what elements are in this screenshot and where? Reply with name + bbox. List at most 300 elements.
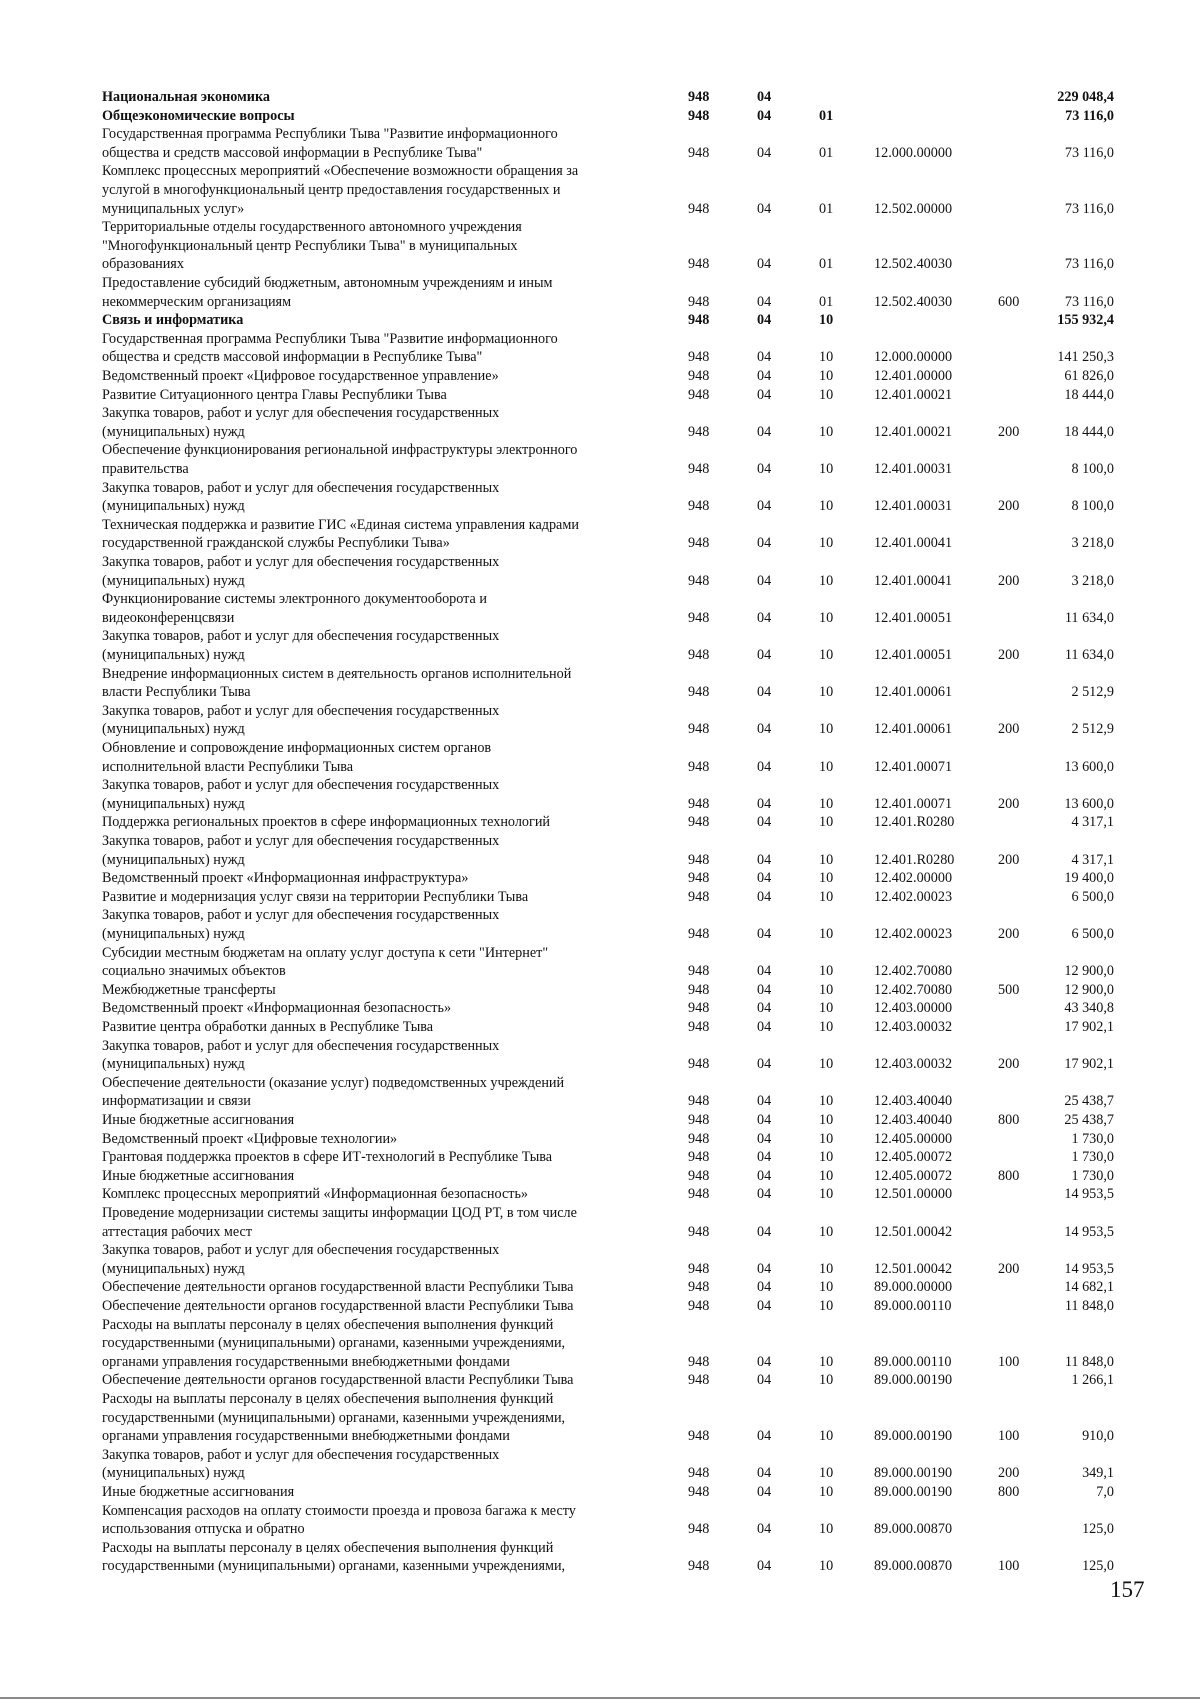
row-amount: 13 600,0 [1064,795,1114,812]
row-amount: 73 116,0 [1065,107,1114,124]
table-row [0,1204,1200,1241]
row-section-code: 04 [757,1260,772,1277]
row-amount: 349,1 [1082,1465,1114,1482]
row-name: Компенсация расходов на оплату стоимости проезда и провоза багажа к месту использования отпуска и обратно [102,1502,576,1538]
row-gr-code: 948 [688,572,710,589]
row-expense-type: 200 [998,1465,1020,1482]
row-target-article: 12.403.00000 [874,1000,953,1017]
row-section-code: 04 [757,1130,772,1147]
table-row [0,627,1200,664]
table-row [0,441,1200,478]
table-row [0,162,1200,218]
table-row [0,107,1200,126]
row-subsection-code: 01 [819,144,834,161]
row-target-article: 12.401.R0280 [874,814,955,831]
row-amount: 1 730,0 [1071,1167,1114,1184]
row-section-code: 04 [757,460,772,477]
row-gr-code: 948 [688,1372,710,1389]
row-gr-code: 948 [688,535,710,552]
row-amount: 8 100,0 [1071,498,1114,515]
row-target-article: 12.405.00072 [874,1149,953,1166]
row-subsection-code: 10 [819,1223,834,1240]
table-row [0,553,1200,590]
row-target-article: 12.000.00000 [874,144,953,161]
row-name: Межбюджетные трансферты [102,981,276,998]
row-name: Связь и информатика [102,312,244,329]
row-target-article: 89.000.00870 [874,1521,953,1538]
row-section-code: 04 [757,1000,772,1017]
row-gr-code: 948 [688,851,710,868]
row-gr-code: 948 [688,888,710,905]
row-target-article: 12.401.00031 [874,498,953,515]
table-row [0,1130,1200,1149]
row-target-article: 12.405.00072 [874,1167,953,1184]
row-target-article: 12.405.00000 [874,1130,953,1147]
row-name: Закупка товаров, работ и услуг для обеспечения государственных (муниципальных) нужд [102,1037,500,1073]
row-amount: 1 730,0 [1071,1130,1114,1147]
row-subsection-code: 10 [819,814,834,831]
row-name: Обеспечение деятельности (оказание услуг) подведомственных учреждений информатизации и связи [102,1074,565,1110]
page-number: 157 [1110,1577,1145,1602]
row-target-article: 12.401.00051 [874,646,953,663]
row-name: Закупка товаров, работ и услуг для обеспечения государственных (муниципальных) нужд [102,833,500,868]
row-target-article: 12.402.70080 [874,981,953,998]
table-row [0,1371,1200,1390]
row-amount: 229 048,4 [1057,89,1114,105]
row-amount: 17 902,1 [1064,1056,1114,1073]
row-gr-code: 948 [688,646,710,663]
row-amount: 13 600,0 [1064,758,1114,775]
row-target-article: 89.000.00000 [874,1279,953,1296]
table-row [0,330,1200,367]
table-row [0,1446,1200,1483]
table-row [0,367,1200,386]
table-row [0,739,1200,776]
row-name: Иные бюджетные ассигнования [102,1112,295,1128]
row-section-code: 04 [757,386,772,403]
row-gr-code: 948 [688,1167,710,1184]
row-section-code: 04 [757,609,772,626]
table-row [0,1185,1200,1204]
row-section-code: 04 [757,1353,772,1370]
table-row [0,999,1200,1018]
row-subsection-code: 10 [819,535,834,552]
row-name: Проведение модернизации системы защиты информации ЦОД РТ, в том числе аттестация рабочих мест [102,1205,577,1240]
row-subsection-code: 10 [819,795,834,812]
row-subsection-code: 10 [819,981,834,998]
row-target-article: 12.402.00023 [874,925,953,942]
row-target-article: 12.402.00023 [874,888,953,905]
row-gr-code: 948 [688,1428,710,1445]
row-name: Комплекс процессных мероприятий «Обеспечение возможности обращения за услугой в многофункциональный центр предоставления государственных и муниципальных услуг» [102,163,579,217]
row-section-code: 04 [757,981,772,998]
row-section-code: 04 [757,1186,772,1203]
row-section-code: 04 [757,814,772,831]
row-subsection-code: 10 [819,1298,834,1314]
table-row [0,1390,1200,1446]
row-subsection-code: 10 [819,925,834,942]
row-expense-type: 200 [998,925,1020,942]
row-target-article: 12.401.00000 [874,368,953,384]
row-name: Развитие центра обработки данных в Республике Тыва [102,1019,434,1035]
row-gr-code: 948 [688,795,710,812]
row-name: Расходы на выплаты персоналу в целях обеспечения выполнения функций государственными (муниципальными) органами, казенными учреждениями, органами управления государственными внебюджетными фондами [102,1391,566,1445]
table-row [0,888,1200,907]
row-gr-code: 948 [688,963,710,980]
row-gr-code: 948 [688,1186,710,1203]
row-gr-code: 948 [688,312,710,329]
table-row [0,274,1200,311]
row-expense-type: 200 [998,423,1020,440]
row-name: Предоставление субсидий бюджетным, автономным учреждениям и иным некоммерческим организациям [102,275,553,310]
table-row [0,311,1200,330]
table-row [0,1111,1200,1130]
row-subsection-code: 10 [819,349,834,366]
row-gr-code: 948 [688,1112,710,1128]
table-row [0,869,1200,888]
row-subsection-code: 10 [819,1056,834,1073]
row-amount: 61 826,0 [1064,368,1114,384]
row-amount: 3 218,0 [1071,535,1114,552]
row-subsection-code: 01 [819,107,834,124]
row-target-article: 12.501.00000 [874,1186,953,1203]
row-amount: 73 116,0 [1064,144,1114,161]
row-target-article: 12.403.40040 [874,1093,953,1110]
row-name: Территориальные отделы государственного автономного учреждения "Многофункциональный центр Республики Тыва" в муниципальных образованиях [102,219,522,273]
row-name: Внедрение информационных систем в деятельность органов исполнительной власти Республики Тыва [102,665,572,701]
row-subsection-code: 10 [819,1521,834,1538]
row-subsection-code: 10 [819,423,834,440]
row-subsection-code: 10 [819,963,834,980]
table-row [0,1539,1200,1576]
row-gr-code: 948 [688,1484,710,1500]
row-section-code: 04 [757,795,772,812]
row-target-article: 12.401.00041 [874,572,953,589]
row-amount: 141 250,3 [1057,349,1114,366]
row-subsection-code: 10 [819,572,834,589]
row-subsection-code: 10 [819,386,834,403]
row-expense-type: 200 [998,795,1020,812]
row-gr-code: 948 [688,349,710,366]
row-amount: 12 900,0 [1064,981,1114,998]
row-subsection-code: 10 [819,1019,834,1035]
row-amount: 18 444,0 [1064,386,1114,403]
row-amount: 25 438,7 [1064,1112,1114,1128]
row-amount: 1 730,0 [1071,1149,1114,1166]
row-name: Национальная экономика [102,89,271,105]
row-target-article: 89.000.00110 [874,1353,952,1370]
row-section-code: 04 [757,1279,772,1296]
row-subsection-code: 10 [819,851,834,868]
row-name: Развитие и модернизация услуг связи на территории Республики Тыва [102,888,529,905]
row-section-code: 04 [757,1298,772,1314]
row-target-article: 12.401.00041 [874,535,953,552]
table-row [0,516,1200,553]
table-row [0,906,1200,943]
row-name: Государственная программа Республики Тыва "Развитие информационного общества и средств массовой информации в Республике Тыва" [102,126,558,161]
row-section-code: 04 [757,1149,772,1166]
row-amount: 14 682,1 [1064,1279,1114,1296]
row-subsection-code: 10 [819,1130,834,1147]
row-gr-code: 948 [688,1558,710,1575]
row-target-article: 12.403.00032 [874,1019,953,1035]
row-expense-type: 200 [998,721,1020,738]
row-expense-type: 100 [998,1353,1020,1370]
row-section-code: 04 [757,646,772,663]
row-name: Ведомственный проект «Информационная инфраструктура» [102,870,469,887]
row-gr-code: 948 [688,498,710,515]
row-gr-code: 948 [688,814,710,831]
table-row [0,88,1200,107]
row-target-article: 89.000.00870 [874,1558,953,1575]
row-target-article: 12.401.00061 [874,721,953,738]
row-target-article: 12.401.00031 [874,460,953,477]
row-amount: 4 317,1 [1071,851,1114,868]
row-section-code: 04 [757,1112,772,1128]
row-section-code: 04 [757,1484,772,1500]
row-target-article: 12.402.00000 [874,870,953,887]
row-subsection-code: 10 [819,646,834,663]
table-row [0,1148,1200,1167]
table-row [0,1018,1200,1037]
table-row [0,386,1200,405]
table-row [0,1502,1200,1539]
row-name: Ведомственный проект «Цифровые технологии» [102,1130,398,1147]
row-gr-code: 948 [688,1000,710,1017]
row-section-code: 04 [757,107,772,124]
row-gr-code: 948 [688,460,710,477]
row-target-article: 12.501.00042 [874,1260,953,1277]
table-row [0,981,1200,1000]
row-section-code: 04 [757,758,772,775]
row-name: Закупка товаров, работ и услуг для обеспечения государственных (муниципальных) нужд [102,479,500,515]
row-section-code: 04 [757,368,772,384]
row-target-article: 89.000.00190 [874,1465,953,1482]
row-section-code: 04 [757,498,772,515]
row-name: Государственная программа Республики Тыва "Развитие информационного общества и средств массовой информации в Республике Тыва" [102,330,558,366]
row-target-article: 12.403.00032 [874,1056,953,1073]
row-amount: 11 634,0 [1064,609,1114,626]
row-subsection-code: 10 [819,1558,834,1575]
table-row [0,1297,1200,1316]
row-amount: 19 400,0 [1064,870,1114,887]
row-name: Обновление и сопровождение информационных систем органов исполнительной власти Республики Тыва [102,740,492,775]
row-gr-code: 948 [688,1465,710,1482]
row-amount: 11 848,0 [1064,1298,1114,1314]
table-row [0,1316,1200,1372]
row-section-code: 04 [757,1056,772,1073]
table-row [0,813,1200,832]
row-name: Техническая поддержка и развитие ГИС «Единая система управления кадрами государственной гражданской службы Республики Тыва» [102,516,579,552]
row-subsection-code: 10 [819,870,834,887]
table-row [0,776,1200,813]
row-name: Расходы на выплаты персоналу в целях обеспечения выполнения функций государственными (муниципальными) органами, казенными учреждениями, [102,1539,566,1575]
row-amount: 8 100,0 [1071,460,1114,477]
row-section-code: 04 [757,572,772,589]
table-row [0,1167,1200,1186]
row-amount: 910,0 [1082,1428,1114,1445]
row-amount: 4 317,1 [1071,814,1114,831]
row-subsection-code: 10 [819,1279,834,1296]
row-amount: 73 116,0 [1064,200,1114,217]
row-gr-code: 948 [688,1223,710,1240]
table-row [0,702,1200,739]
row-section-code: 04 [757,1019,772,1035]
row-section-code: 04 [757,144,772,161]
row-name: Закупка товаров, работ и услуг для обеспечения государственных (муниципальных) нужд [102,1242,500,1277]
row-name: Поддержка региональных проектов в сфере информационных технологий [102,814,551,831]
table-row [0,1074,1200,1111]
row-subsection-code: 10 [819,1093,834,1110]
row-amount: 1 266,1 [1071,1372,1114,1389]
row-subsection-code: 10 [819,684,834,701]
row-amount: 155 932,4 [1057,312,1114,329]
row-subsection-code: 10 [819,1000,834,1017]
row-gr-code: 948 [688,423,710,440]
row-target-article: 12.401.00061 [874,684,953,701]
row-gr-code: 948 [688,1019,710,1035]
row-expense-type: 100 [998,1558,1020,1575]
row-section-code: 04 [757,1558,772,1575]
row-target-article: 12.401.00051 [874,609,953,626]
row-section-code: 04 [757,312,772,329]
row-amount: 6 500,0 [1071,888,1114,905]
row-name: Иные бюджетные ассигнования [102,1484,295,1500]
row-gr-code: 948 [688,368,710,384]
row-target-article: 12.502.40030 [874,256,953,273]
row-expense-type: 200 [998,851,1020,868]
row-gr-code: 948 [688,1093,710,1110]
row-gr-code: 948 [688,386,710,403]
row-amount: 2 512,9 [1071,721,1114,738]
row-name: Функционирование системы электронного документооборота и видеоконференцсвязи [102,591,487,626]
row-target-article: 12.401.00021 [874,423,953,440]
row-section-code: 04 [757,721,772,738]
row-target-article: 89.000.00190 [874,1372,953,1389]
row-amount: 18 444,0 [1064,423,1114,440]
row-subsection-code: 10 [819,1372,834,1389]
row-name: Обеспечение деятельности органов государственной власти Республики Тыва [102,1372,574,1389]
row-amount: 7,0 [1096,1484,1114,1500]
row-gr-code: 948 [688,107,710,124]
table-row [0,665,1200,702]
row-amount: 14 953,5 [1064,1260,1114,1277]
row-subsection-code: 10 [819,1167,834,1184]
row-section-code: 04 [757,1167,772,1184]
row-section-code: 04 [757,1428,772,1445]
row-amount: 11 634,0 [1064,646,1114,663]
row-subsection-code: 10 [819,1465,834,1482]
row-gr-code: 948 [688,1260,710,1277]
row-gr-code: 948 [688,200,710,217]
row-gr-code: 948 [688,1149,710,1166]
row-expense-type: 200 [998,572,1020,589]
row-section-code: 04 [757,535,772,552]
row-name: Закупка товаров, работ и услуг для обеспечения государственных (муниципальных) нужд [102,554,500,589]
row-amount: 2 512,9 [1071,684,1114,701]
row-gr-code: 948 [688,89,710,105]
row-gr-code: 948 [688,1279,710,1296]
row-amount: 11 848,0 [1064,1353,1114,1370]
row-target-article: 12.401.R0280 [874,851,955,868]
row-name: Закупка товаров, работ и услуг для обеспечения государственных (муниципальных) нужд [102,1446,500,1482]
row-subsection-code: 10 [819,498,834,515]
row-subsection-code: 10 [819,368,834,384]
row-subsection-code: 10 [819,609,834,626]
row-subsection-code: 10 [819,1186,834,1203]
row-amount: 14 953,5 [1064,1186,1114,1203]
row-target-article: 89.000.00110 [874,1298,952,1314]
row-target-article: 12.403.40040 [874,1112,953,1128]
row-section-code: 04 [757,1465,772,1482]
row-name: Обеспечение деятельности органов государственной власти Республики Тыва [102,1279,574,1296]
row-gr-code: 948 [688,1056,710,1073]
row-gr-code: 948 [688,870,710,887]
row-subsection-code: 10 [819,1484,834,1500]
row-amount: 125,0 [1082,1521,1114,1538]
row-section-code: 04 [757,1223,772,1240]
row-subsection-code: 01 [819,200,834,217]
row-section-code: 04 [757,293,772,310]
row-name: Иные бюджетные ассигнования [102,1167,295,1184]
row-expense-type: 800 [998,1167,1020,1184]
row-section-code: 04 [757,200,772,217]
row-name: Ведомственный проект «Цифровое государственное управление» [102,368,499,384]
row-subsection-code: 10 [819,1112,834,1128]
row-subsection-code: 10 [819,721,834,738]
row-gr-code: 948 [688,721,710,738]
row-amount: 43 340,8 [1064,1000,1114,1017]
row-gr-code: 948 [688,609,710,626]
row-gr-code: 948 [688,925,710,942]
row-target-article: 12.502.00000 [874,200,953,217]
row-target-article: 12.402.70080 [874,963,953,980]
row-target-article: 12.401.00071 [874,795,953,812]
row-section-code: 04 [757,870,772,887]
row-name: Общеэкономические вопросы [102,107,295,124]
row-amount: 73 116,0 [1064,293,1114,310]
row-subsection-code: 10 [819,460,834,477]
row-name: Развитие Ситуационного центра Главы Республики Тыва [102,386,447,403]
row-amount: 17 902,1 [1064,1019,1114,1035]
row-expense-type: 800 [998,1484,1020,1500]
row-expense-type: 600 [998,293,1020,310]
row-section-code: 04 [757,256,772,273]
row-subsection-code: 10 [819,1149,834,1166]
row-name: Комплекс процессных мероприятий «Информационная безопасность» [102,1186,529,1203]
row-section-code: 04 [757,963,772,980]
row-section-code: 04 [757,423,772,440]
row-name: Закупка товаров, работ и услуг для обеспечения государственных (муниципальных) нужд [102,907,500,942]
row-section-code: 04 [757,888,772,905]
table-row [0,1037,1200,1074]
row-name: Обеспечение деятельности органов государственной власти Республики Тыва [102,1298,574,1314]
row-amount: 14 953,5 [1064,1223,1114,1240]
row-target-article: 12.501.00042 [874,1223,953,1240]
row-section-code: 04 [757,1521,772,1538]
scan-bottom-rule [0,1697,1200,1699]
row-subsection-code: 01 [819,293,834,310]
row-name: Обеспечение функционирования региональной инфраструктуры электронного правительства [102,442,578,477]
row-subsection-code: 10 [819,758,834,775]
row-name: Закупка товаров, работ и услуг для обеспечения государственных (муниципальных) нужд [102,405,500,440]
row-expense-type: 500 [998,981,1020,998]
row-gr-code: 948 [688,293,710,310]
row-subsection-code: 10 [819,1353,834,1370]
row-name: Закупка товаров, работ и услуг для обеспечения государственных (муниципальных) нужд [102,702,500,738]
row-amount: 25 438,7 [1064,1093,1114,1110]
row-gr-code: 948 [688,1353,710,1370]
